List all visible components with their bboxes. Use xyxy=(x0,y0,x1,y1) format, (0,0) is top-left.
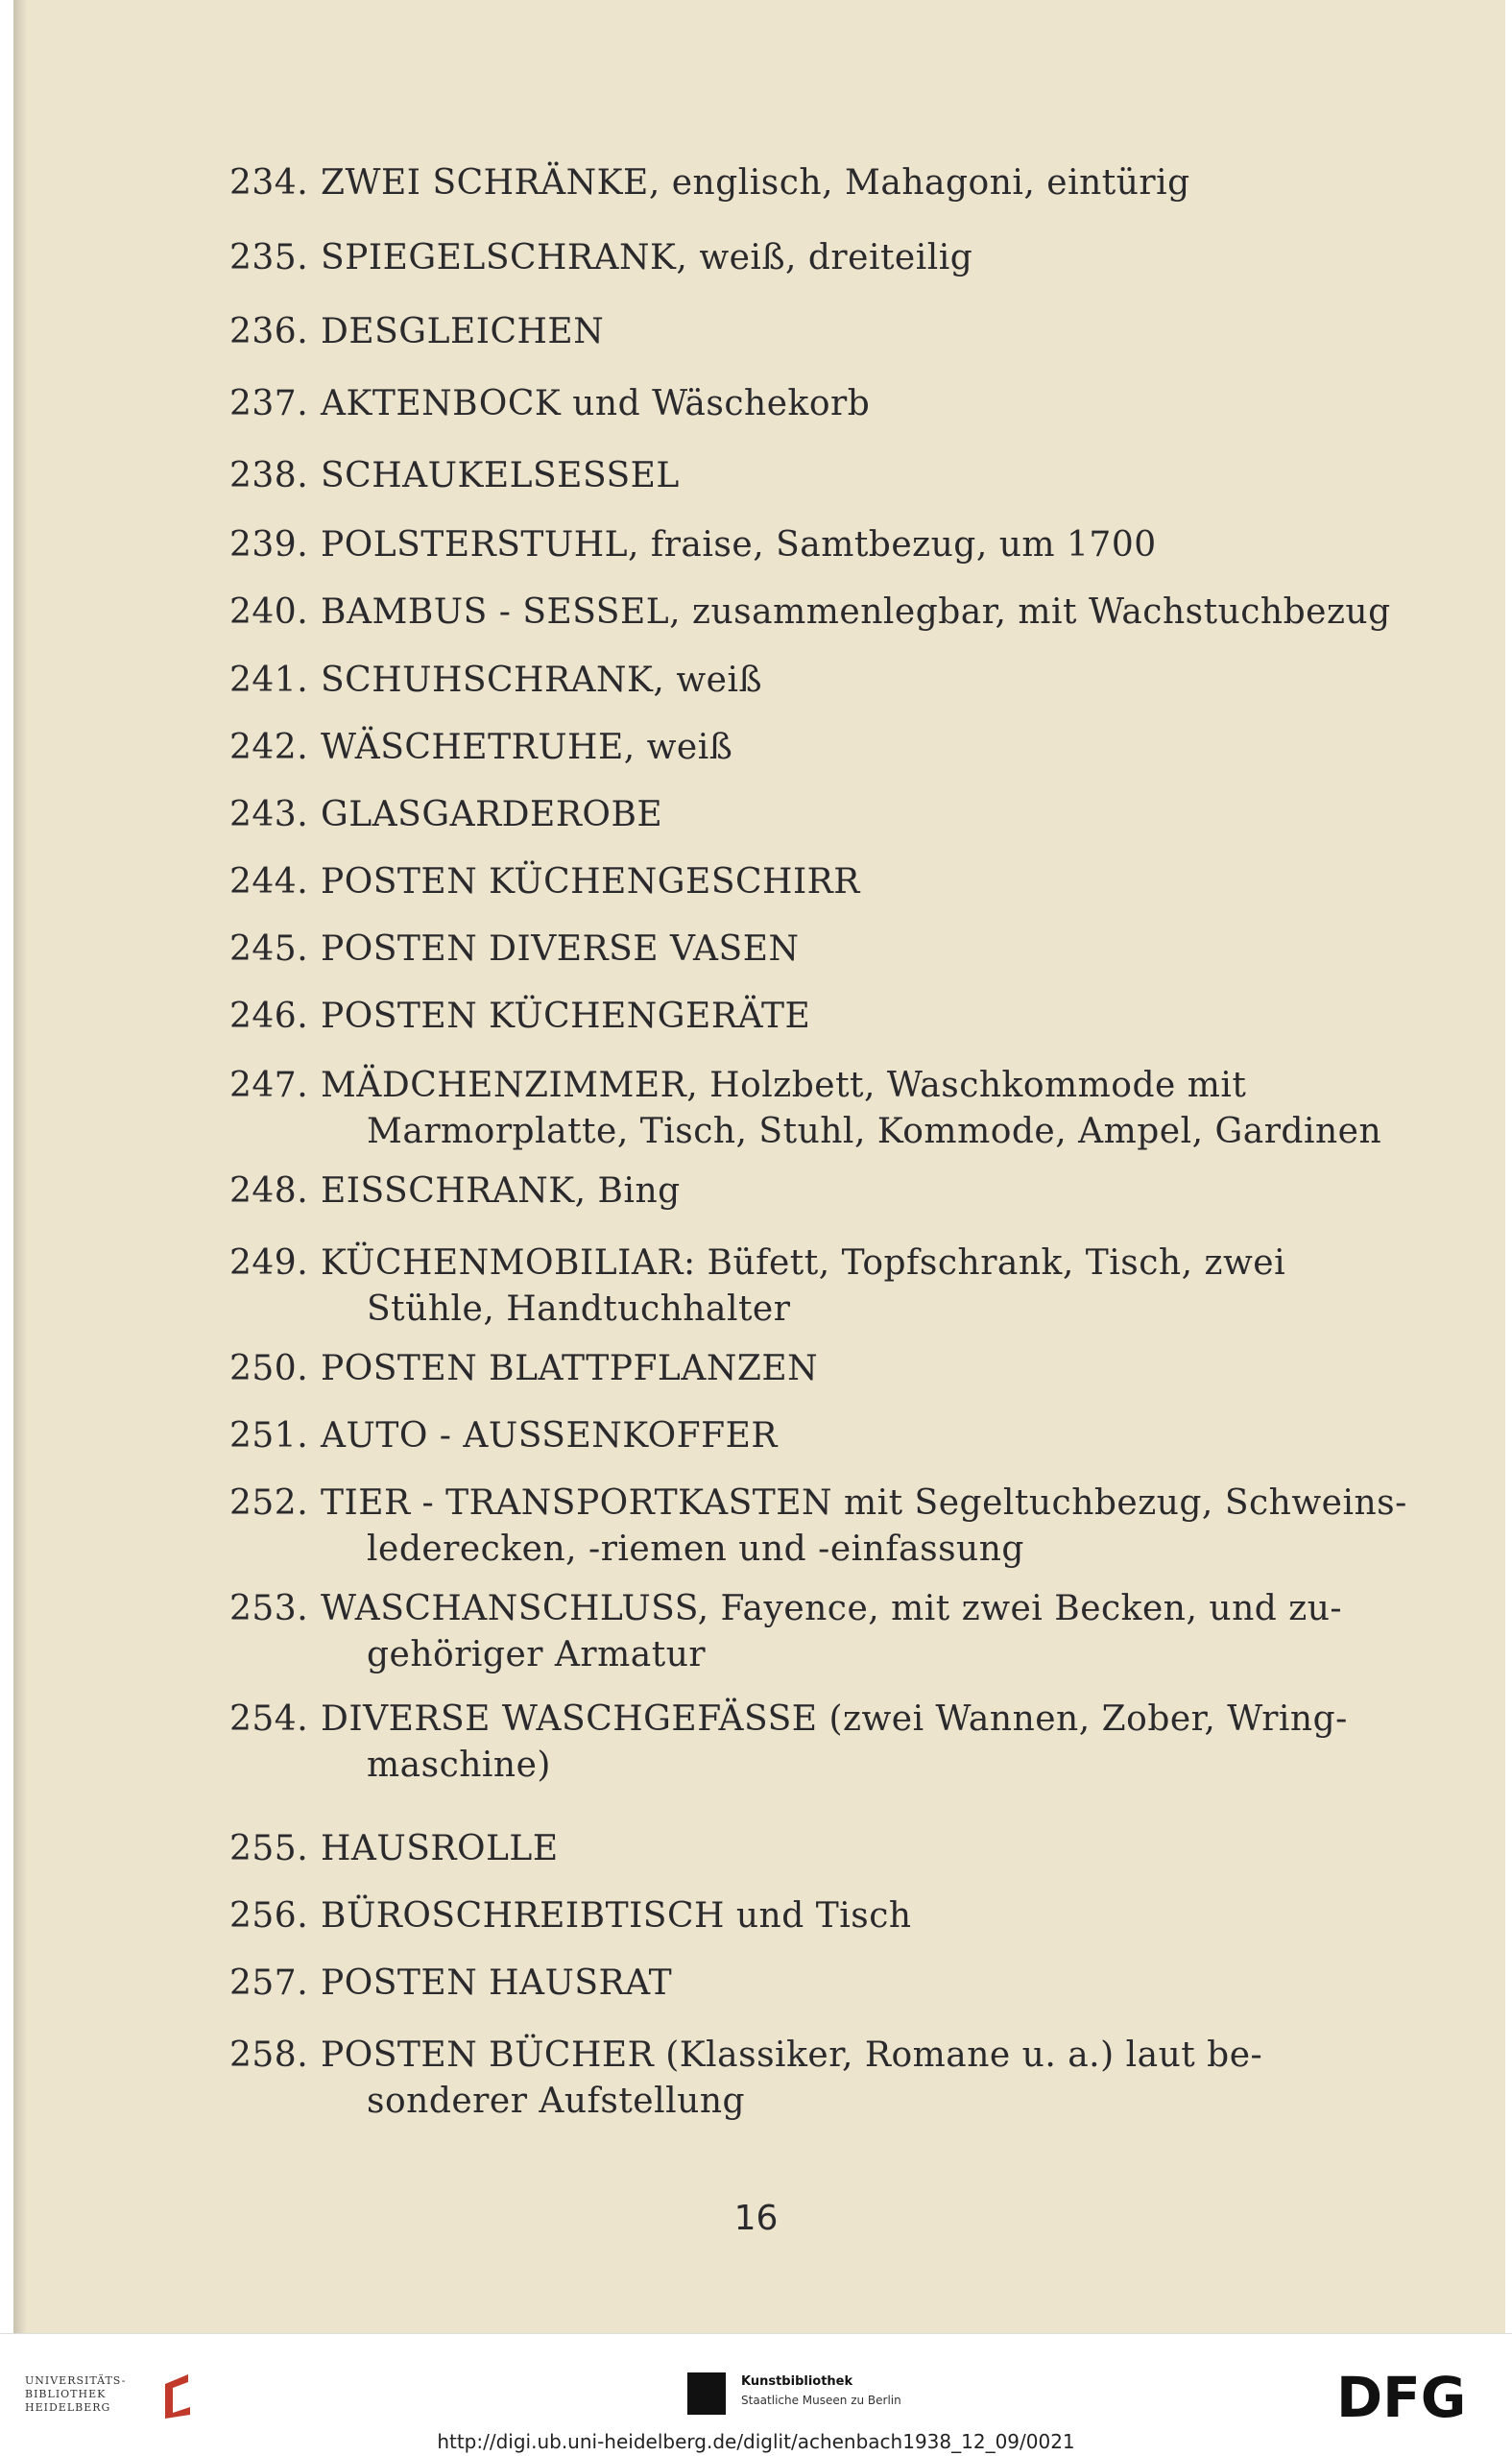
item-description-continuation: maschine) xyxy=(367,1746,551,1785)
item-number: 254. xyxy=(229,1699,309,1739)
scanned-page xyxy=(13,0,1505,2333)
item-description: POLSTERSTUHL, fraise, Samtbezug, um 1700 xyxy=(321,525,1157,565)
university-logo-line-1: UNIVERSITÄTS- xyxy=(25,2374,127,2387)
item-number: 243. xyxy=(229,795,309,834)
item-description-continuation: sonderer Aufstellung xyxy=(367,2082,746,2121)
university-logo-line-3: HEIDELBERG xyxy=(25,2401,111,2414)
item-number: 253. xyxy=(229,1589,309,1628)
item-description: BAMBUS - SESSEL, zusammenlegbar, mit Wachstuchbezug xyxy=(321,592,1391,632)
kunstbibliothek-emblem-icon xyxy=(687,2372,726,2415)
item-number: 237. xyxy=(229,384,309,423)
item-number: 251. xyxy=(229,1416,309,1456)
item-description: BÜROSCHREIBTISCH und Tisch xyxy=(321,1896,912,1936)
item-number: 239. xyxy=(229,525,309,565)
item-number: 245. xyxy=(229,929,309,969)
item-description: SPIEGELSCHRANK, weiß, dreiteilig xyxy=(321,238,973,277)
item-number: 247. xyxy=(229,1066,309,1105)
item-description: SCHUHSCHRANK, weiß xyxy=(321,661,763,700)
item-number: 242. xyxy=(229,728,309,767)
item-description-continuation: Stühle, Handtuchhalter xyxy=(367,1289,791,1329)
item-description: DIVERSE WASCHGEFÄSSE (zwei Wannen, Zober, Wring- xyxy=(321,1699,1348,1739)
item-description: TIER - TRANSPORTKASTEN mit Segeltuchbezug, Schweins- xyxy=(321,1483,1407,1523)
item-description: POSTEN KÜCHENGESCHIRR xyxy=(321,862,860,902)
digitization-footer xyxy=(0,2333,1512,2456)
item-description: DESGLEICHEN xyxy=(321,312,605,351)
item-description: POSTEN HAUSRAT xyxy=(321,1963,673,2003)
item-number: 252. xyxy=(229,1483,309,1523)
item-description: MÄDCHENZIMMER, Holzbett, Waschkommode mit xyxy=(321,1066,1247,1105)
page-number: 16 xyxy=(733,2199,779,2238)
item-description-continuation: gehöriger Armatur xyxy=(367,1635,707,1674)
item-number: 241. xyxy=(229,661,309,700)
item-description: HAUSROLLE xyxy=(321,1829,559,1868)
university-logo-text xyxy=(25,2374,126,2415)
item-number: 236. xyxy=(229,312,309,351)
item-description: POSTEN BÜCHER (Klassiker, Romane u. a.) laut be- xyxy=(321,2035,1263,2075)
item-description-continuation: lederecken, -riemen und -einfassung xyxy=(367,1529,1024,1569)
item-number: 244. xyxy=(229,862,309,902)
item-description: SCHAUKELSESSEL xyxy=(321,456,680,495)
item-description: AKTENBOCK und Wäschekorb xyxy=(321,384,871,423)
heidelberg-university-library-logo[interactable] xyxy=(25,2371,188,2428)
item-number: 238. xyxy=(229,456,309,495)
item-number: 249. xyxy=(229,1243,309,1283)
dfg-logo[interactable] xyxy=(1336,2367,1480,2424)
item-description: POSTEN KÜCHENGERÄTE xyxy=(321,997,811,1036)
item-description: POSTEN BLATTPFLANZEN xyxy=(321,1349,819,1388)
item-description: EISSCHRANK, Bing xyxy=(321,1171,681,1211)
item-number: 258. xyxy=(229,2035,309,2075)
library-emblem-icon xyxy=(159,2371,198,2424)
item-number: 246. xyxy=(229,997,309,1036)
item-number: 256. xyxy=(229,1896,309,1936)
item-description: WÄSCHETRUHE, weiß xyxy=(321,728,733,767)
item-description: ZWEI SCHRÄNKE, englisch, Mahagoni, eintürig xyxy=(321,163,1190,203)
auction-item-list xyxy=(13,0,1505,2333)
item-description: WASCHANSCHLUSS, Fayence, mit zwei Becken, und zu- xyxy=(321,1589,1343,1628)
item-number: 235. xyxy=(229,238,309,277)
permalink-url[interactable]: http://digi.ub.uni-heidelberg.de/diglit/achenbach1938_12_09/0021 xyxy=(437,2430,1075,2453)
kunstbibliothek-subtitle: Staatliche Museen zu Berlin xyxy=(741,2394,901,2407)
dfg-logo-text: DFG xyxy=(1336,2367,1467,2424)
university-logo-line-2: BIBLIOTHEK xyxy=(25,2388,107,2400)
item-description: AUTO - AUSSENKOFFER xyxy=(321,1416,779,1456)
item-number: 257. xyxy=(229,1963,309,2003)
item-description: KÜCHENMOBILIAR: Büfett, Topfschrank, Tisch, zwei xyxy=(321,1243,1286,1283)
item-number: 234. xyxy=(229,163,309,203)
item-number: 255. xyxy=(229,1829,309,1868)
item-number: 248. xyxy=(229,1171,309,1211)
item-number: 240. xyxy=(229,592,309,632)
item-description-continuation: Marmorplatte, Tisch, Stuhl, Kommode, Ampel, Gardinen xyxy=(367,1112,1382,1151)
kunstbibliothek-logo[interactable] xyxy=(687,2359,937,2426)
item-number: 250. xyxy=(229,1349,309,1388)
kunstbibliothek-title: Kunstbibliothek xyxy=(741,2374,853,2389)
item-description: GLASGARDEROBE xyxy=(321,795,663,834)
item-description: POSTEN DIVERSE VASEN xyxy=(321,929,800,969)
